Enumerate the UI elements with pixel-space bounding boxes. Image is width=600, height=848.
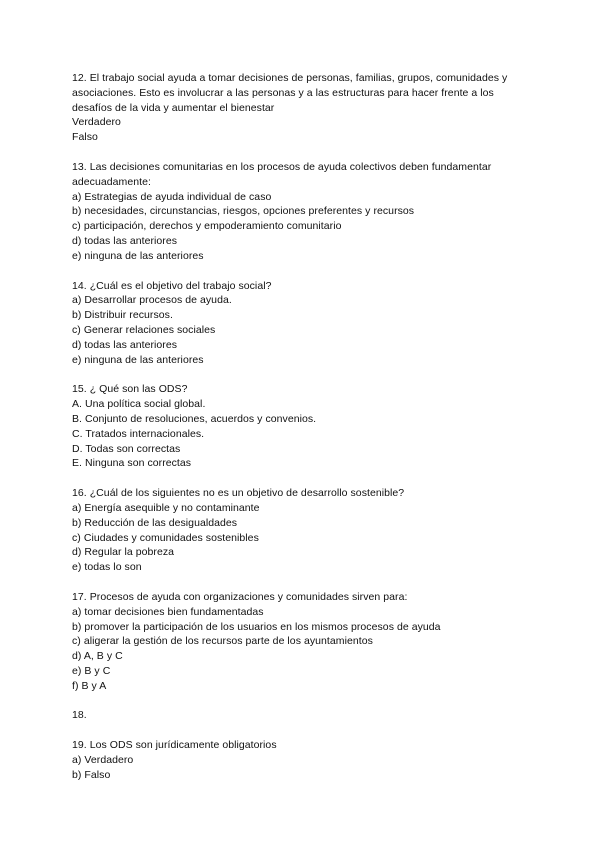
answer-option: c) participación, derechos y empoderamiento comunitario (72, 220, 342, 233)
answer-option: d) todas las anteriores (72, 338, 178, 351)
answer-option: a) Desarrollar procesos de ayuda. (72, 294, 232, 307)
answer-option: e) ninguna de las anteriores (72, 353, 204, 366)
question-block (72, 738, 540, 782)
question-stem-line: desafíos de la vida y aumentar el bienestar (72, 101, 275, 114)
question-stem-line: 13. Las decisiones comunitarias en los procesos de ayuda colectivos deben fundamentar (72, 160, 492, 173)
answer-option: E. Ninguna son correctas (72, 457, 192, 470)
answer-option: e) B y C (72, 664, 111, 677)
question-list (72, 71, 540, 783)
answer-option: B. Conjunto de resoluciones, acuerdos y convenios. (72, 412, 317, 425)
answer-option: b) necesidades, circunstancias, riesgos, opciones preferentes y recursos (72, 205, 415, 218)
answer-option: b) Reducción de las desigualdades (72, 516, 238, 529)
answer-option: f) B y A (72, 679, 107, 692)
question-block (72, 708, 540, 723)
question-block (72, 160, 540, 264)
answer-option: C. Tratados internacionales. (72, 427, 205, 440)
question-stem-line: 12. El trabajo social ayuda a tomar decisiones de personas, familias, grupos, comunidades y (72, 72, 508, 84)
question-block (72, 590, 540, 694)
answer-option: d) A, B y C (72, 650, 123, 663)
answer-option: D. Todas son correctas (72, 442, 181, 455)
question-stem-line: 19. Los ODS son jurídicamente obligatorios (72, 739, 277, 752)
answer-option: b) Distribuir recursos. (72, 309, 173, 322)
answer-option: b) promover la participación de los usuarios en los mismos procesos de ayuda (72, 620, 441, 633)
question-stem-line: 14. ¿Cuál es el objetivo del trabajo social? (72, 279, 272, 292)
question-stem-line: 18. (72, 709, 87, 722)
question-stem-line: 17. Procesos de ayuda con organizaciones y comunidades sirven para: (72, 590, 408, 603)
question-stem-line: 15. ¿ Qué son las ODS? (72, 383, 188, 396)
answer-option: a) Energía asequible y no contaminante (72, 501, 260, 514)
answer-option: d) Regular la pobreza (72, 546, 175, 559)
answer-option: c) aligerar la gestión de los recursos parte de los ayuntamientos (72, 635, 373, 648)
answer-option: c) Generar relaciones sociales (72, 323, 216, 336)
answer-option: e) todas lo son (72, 561, 142, 574)
question-stem-line: 16. ¿Cuál de los siguientes no es un objetivo de desarrollo sostenible? (72, 487, 405, 500)
answer-option: a) Estrategias de ayuda individual de caso (72, 190, 272, 203)
question-stem-line: asociaciones. Esto es involucrar a las personas y a las estructuras para hacer frente a los (72, 86, 494, 99)
question-stem-line: adecuadamente: (72, 175, 151, 188)
answer-option: e) ninguna de las anteriores (72, 249, 204, 262)
question-block (72, 279, 540, 368)
answer-option: Verdadero (72, 116, 121, 129)
answer-option: d) todas las anteriores (72, 234, 178, 247)
answer-option: c) Ciudades y comunidades sostenibles (72, 531, 259, 544)
answer-option: Falso (72, 131, 98, 144)
answer-option: a) Verdadero (72, 754, 134, 767)
answer-option: A. Una política social global. (72, 398, 206, 411)
question-block (72, 382, 540, 471)
question-block (72, 486, 540, 575)
question-block (72, 71, 540, 145)
answer-option: b) Falso (72, 768, 111, 781)
answer-option: a) tomar decisiones bien fundamentadas (72, 605, 264, 618)
